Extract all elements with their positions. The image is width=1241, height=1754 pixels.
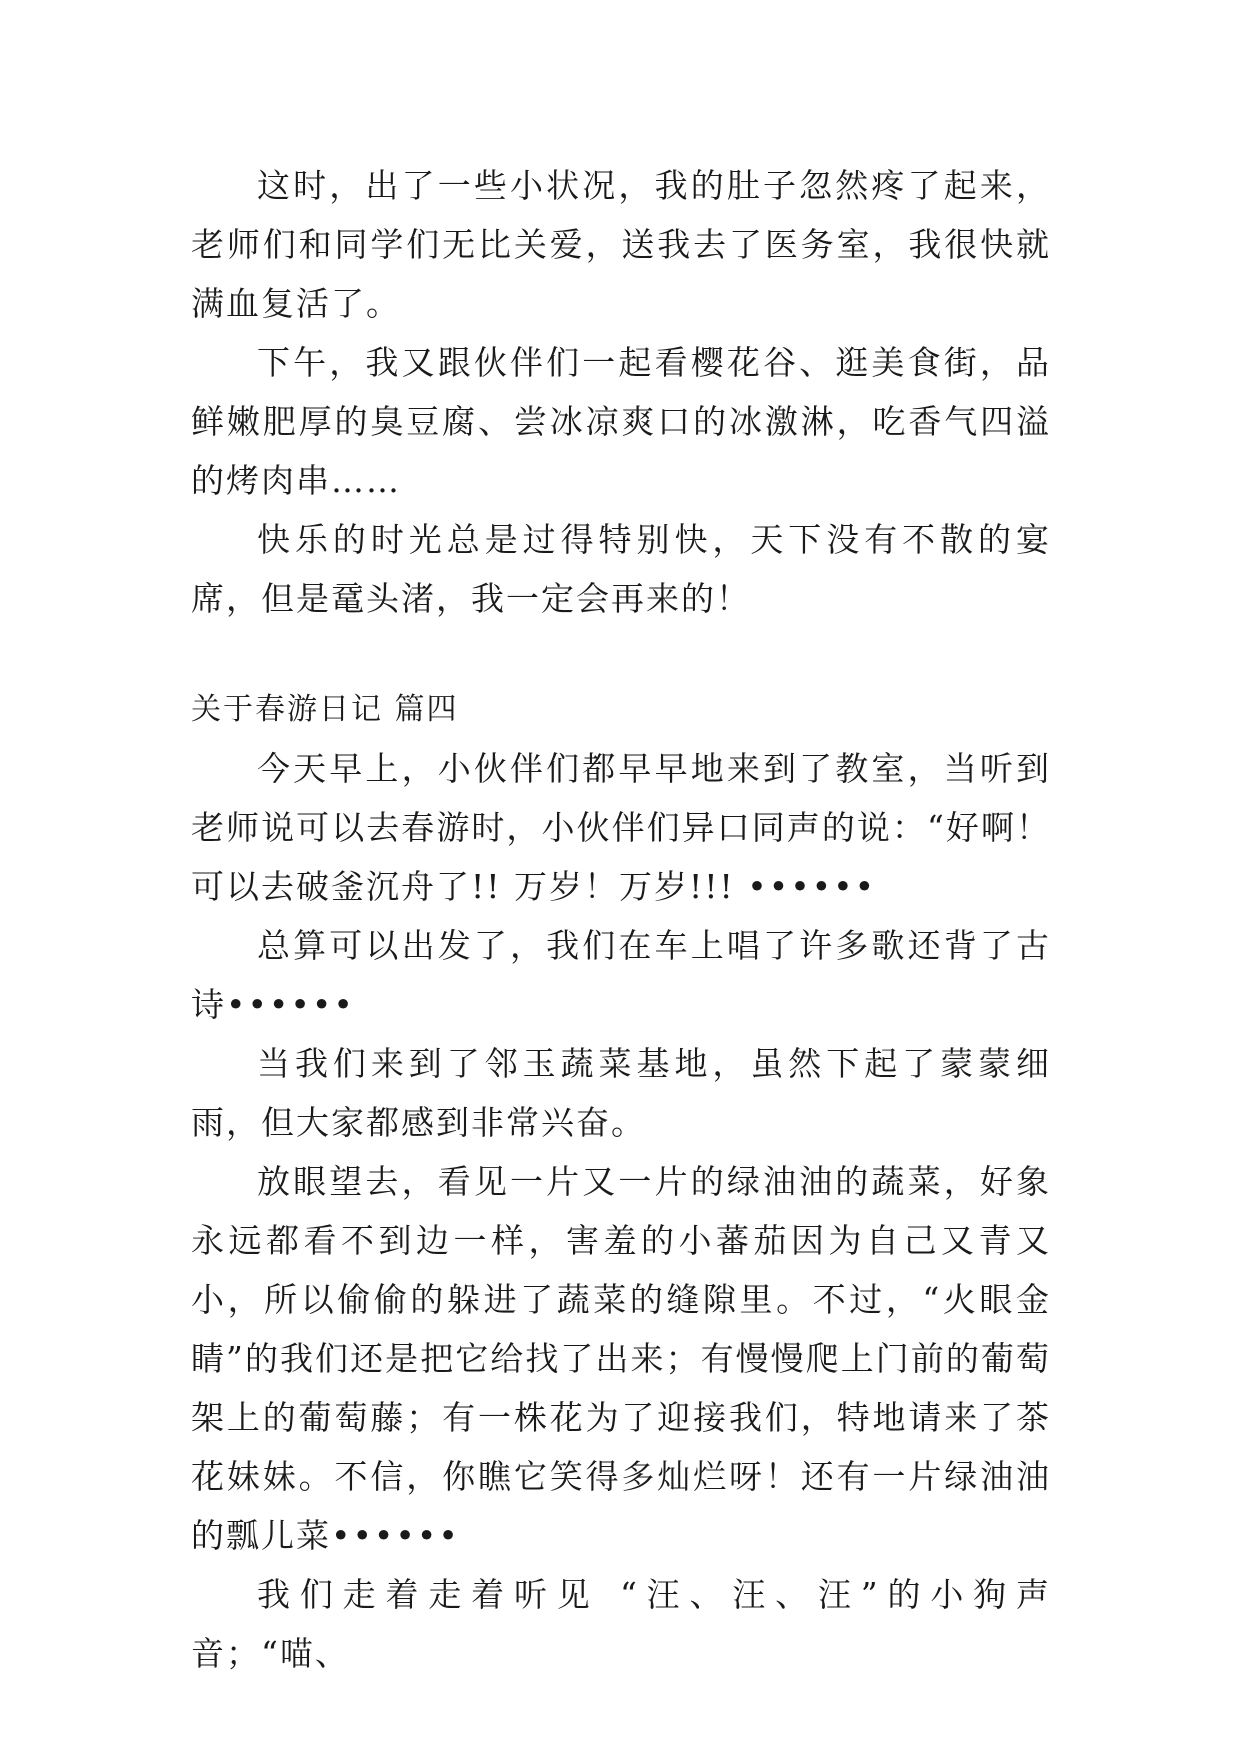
paragraph-departure: 总算可以出发了，我们在车上唱了许多歌还背了古诗•••••• [191, 926, 1051, 1024]
paragraph-vegetables: 放眼望去，看见一片又一片的绿油油的蔬菜，好象永远都看不到边一样，害羞的小蕃茄因为自己又青又小，所以偷偷的躲进了蔬菜的缝隙里。不过，“火眼金睛”的我们还是把它给找了出来；有慢慢爬上门前的葡萄架上的葡萄藤；有一株花为了迎接我们，特地请来了茶花妹妹。不信，你瞧它笑得多灿烂呀！还有一片绿油油的瓢儿菜•••••• [191, 1162, 1051, 1555]
paragraph-stomachache: 这时，出了一些小状况，我的肚子忽然疼了起来，老师们和同学们无比关爱，送我去了医务室，我很快就满血复活了。 [191, 166, 1051, 323]
paragraph-afternoon: 下午，我又跟伙伴们一起看樱花谷、逛美食街，品鲜嫩肥厚的臭豆腐、尝冰凉爽口的冰激淋，吃香气四溢的烤肉串…… [191, 343, 1051, 500]
paragraph-sounds: 我们走着走着听见 “汪、汪、汪”的小狗声音；“喵、 [191, 1575, 1051, 1673]
paragraph-arrival: 当我们来到了邻玉蔬菜基地，虽然下起了蒙蒙细雨，但大家都感到非常兴奋。 [191, 1044, 1051, 1142]
paragraph-morning: 今天早上，小伙伴们都早早地来到了教室，当听到老师说可以去春游时，小伙伴们异口同声的说：“好啊！可以去破釜沉舟了!! 万岁！万岁!!! •••••• [191, 749, 1051, 906]
section-heading: 关于春游日记 篇四 [191, 692, 459, 727]
previous-section [191, 156, 1051, 628]
paragraph-farewell: 快乐的时光总是过得特别快，天下没有不散的宴席，但是鼋头渚，我一定会再来的！ [191, 520, 1051, 618]
section-four [191, 680, 1051, 1683]
